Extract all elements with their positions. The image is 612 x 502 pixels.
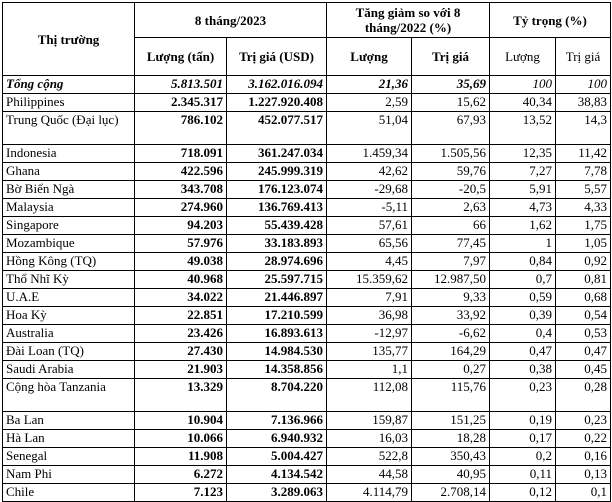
header-change: Tăng giảm so với 8 tháng/2022 (%) — [327, 3, 490, 38]
cell-volume-change: 4.114,79 — [327, 484, 412, 502]
table-row — [3, 325, 611, 343]
cell-volume: 10.066 — [135, 430, 227, 448]
cell-volume: 11.908 — [135, 448, 227, 466]
cell-value-share: 0,1 — [556, 484, 611, 502]
cell-volume-change: 159,87 — [327, 412, 412, 430]
cell-volume: 22.851 — [135, 307, 227, 325]
cell-volume: 10.904 — [135, 412, 227, 430]
cell-value-share: 0,23 — [556, 412, 611, 430]
cell-volume-share: 5,91 — [490, 181, 556, 199]
header-share: Tỷ trọng (%) — [490, 3, 611, 38]
cell-volume-share: 0,23 — [490, 379, 556, 412]
cell-volume-share: 0,84 — [490, 253, 556, 271]
cell-value-share: 0,54 — [556, 307, 611, 325]
cell-value: 5.004.427 — [227, 448, 327, 466]
cell-volume: 718.091 — [135, 145, 227, 163]
cell-market: Cộng hòa Tanzania — [3, 379, 135, 412]
table-row — [3, 217, 611, 235]
cell-value-change: 40,95 — [412, 466, 490, 484]
header-market: Thị trường — [3, 3, 135, 76]
cell-volume-change: 51,04 — [327, 112, 412, 145]
cell-value-change: 67,93 — [412, 112, 490, 145]
cell-value-change: 18,28 — [412, 430, 490, 448]
total-volume: 5.813.501 — [135, 76, 227, 94]
table-row — [3, 484, 611, 502]
cell-volume: 422.596 — [135, 163, 227, 181]
cell-volume: 57.976 — [135, 235, 227, 253]
cell-value-share: 0,53 — [556, 325, 611, 343]
cell-value-change: 151,25 — [412, 412, 490, 430]
cell-value: 28.974.696 — [227, 253, 327, 271]
cell-market: Thổ Nhĩ Kỳ — [3, 271, 135, 289]
cell-volume-change: 15.359,62 — [327, 271, 412, 289]
cell-volume-share: 13,52 — [490, 112, 556, 145]
cell-value-change: 115,76 — [412, 379, 490, 412]
cell-value-share: 0,47 — [556, 343, 611, 361]
total-value-change: 35,69 — [412, 76, 490, 94]
cell-volume: 23.426 — [135, 325, 227, 343]
cell-market: Indonesia — [3, 145, 135, 163]
cell-value-share: 1,05 — [556, 235, 611, 253]
cell-market: Trung Quốc (Đại lục) — [3, 112, 135, 145]
cell-market: Malaysia — [3, 199, 135, 217]
cell-volume: 786.102 — [135, 112, 227, 145]
export-market-table — [2, 2, 611, 502]
cell-market: Hoa Kỳ — [3, 307, 135, 325]
cell-volume-change: -29,68 — [327, 181, 412, 199]
cell-value-share: 0,68 — [556, 289, 611, 307]
cell-value-share: 7,78 — [556, 163, 611, 181]
cell-volume: 94.203 — [135, 217, 227, 235]
cell-value-change: 59,76 — [412, 163, 490, 181]
cell-volume-change: 2,59 — [327, 94, 412, 112]
table-row — [3, 379, 611, 412]
cell-market: Singapore — [3, 217, 135, 235]
cell-volume-change: 44,58 — [327, 466, 412, 484]
cell-value-change: 2.708,14 — [412, 484, 490, 502]
cell-volume-share: 0,47 — [490, 343, 556, 361]
cell-volume-change: 522,8 — [327, 448, 412, 466]
cell-volume-share: 4,73 — [490, 199, 556, 217]
cell-volume-share: 0,7 — [490, 271, 556, 289]
cell-volume-change: -5,11 — [327, 199, 412, 217]
cell-volume: 34.022 — [135, 289, 227, 307]
cell-volume-share: 0,17 — [490, 430, 556, 448]
cell-value: 21.446.897 — [227, 289, 327, 307]
cell-value-change: 2,63 — [412, 199, 490, 217]
cell-market: Đài Loan (TQ) — [3, 343, 135, 361]
cell-value: 176.123.074 — [227, 181, 327, 199]
cell-value-share: 0,13 — [556, 466, 611, 484]
cell-value: 8.704.220 — [227, 379, 327, 412]
table-row — [3, 145, 611, 163]
cell-volume: 6.272 — [135, 466, 227, 484]
cell-market: Bờ Biển Ngà — [3, 181, 135, 199]
header-value: Trị giá (USD) — [227, 38, 327, 76]
total-value-share: 100 — [556, 76, 611, 94]
cell-value: 1.227.920.408 — [227, 94, 327, 112]
table-row — [3, 466, 611, 484]
cell-volume-change: 42,62 — [327, 163, 412, 181]
cell-value-share: 38,83 — [556, 94, 611, 112]
cell-value: 4.134.542 — [227, 466, 327, 484]
cell-value: 7.136.966 — [227, 412, 327, 430]
cell-volume: 21.903 — [135, 361, 227, 379]
cell-volume-change: -12,97 — [327, 325, 412, 343]
cell-value-share: 11,42 — [556, 145, 611, 163]
cell-volume-change: 16,03 — [327, 430, 412, 448]
cell-value-change: 15,62 — [412, 94, 490, 112]
cell-value-change: 77,45 — [412, 235, 490, 253]
cell-volume-share: 7,27 — [490, 163, 556, 181]
cell-value: 25.597.715 — [227, 271, 327, 289]
cell-market: Hồng Kông (TQ) — [3, 253, 135, 271]
header-volume-change: Lượng — [327, 38, 412, 76]
table-row — [3, 343, 611, 361]
cell-volume-share: 1,62 — [490, 217, 556, 235]
cell-volume: 274.960 — [135, 199, 227, 217]
cell-value-change: -20,5 — [412, 181, 490, 199]
total-volume-share: 100 — [490, 76, 556, 94]
cell-value-share: 0,81 — [556, 271, 611, 289]
cell-volume-share: 0,11 — [490, 466, 556, 484]
cell-value-change: 350,43 — [412, 448, 490, 466]
cell-volume-share: 0,4 — [490, 325, 556, 343]
total-volume-change: 21,36 — [327, 76, 412, 94]
cell-value: 6.940.932 — [227, 430, 327, 448]
table-row — [3, 163, 611, 181]
table-row — [3, 199, 611, 217]
cell-value-change: -6,62 — [412, 325, 490, 343]
cell-value-share: 4,33 — [556, 199, 611, 217]
cell-volume-share: 0,19 — [490, 412, 556, 430]
header-value-change: Trị giá — [412, 38, 490, 76]
cell-value-change: 66 — [412, 217, 490, 235]
cell-market: Mozambique — [3, 235, 135, 253]
cell-volume-share: 12,35 — [490, 145, 556, 163]
cell-volume: 49.038 — [135, 253, 227, 271]
cell-value: 16.893.613 — [227, 325, 327, 343]
cell-volume-change: 4,45 — [327, 253, 412, 271]
table-row — [3, 235, 611, 253]
table-row — [3, 94, 611, 112]
cell-volume: 2.345.317 — [135, 94, 227, 112]
table-row — [3, 253, 611, 271]
cell-volume-change: 57,61 — [327, 217, 412, 235]
cell-market: Ghana — [3, 163, 135, 181]
table-row — [3, 307, 611, 325]
cell-volume: 13.329 — [135, 379, 227, 412]
table-row — [3, 271, 611, 289]
cell-volume: 343.708 — [135, 181, 227, 199]
cell-volume-share: 1 — [490, 235, 556, 253]
table-row — [3, 361, 611, 379]
cell-market: Philippines — [3, 94, 135, 112]
total-row — [3, 76, 611, 94]
cell-value-share: 1,75 — [556, 217, 611, 235]
cell-market: Ba Lan — [3, 412, 135, 430]
cell-volume-change: 1.459,34 — [327, 145, 412, 163]
header-row-1 — [3, 3, 611, 38]
header-value-share: Trị giá — [556, 38, 611, 76]
table-row — [3, 181, 611, 199]
cell-volume-change: 7,91 — [327, 289, 412, 307]
cell-volume-change: 135,77 — [327, 343, 412, 361]
cell-volume-share: 0,12 — [490, 484, 556, 502]
table-row — [3, 430, 611, 448]
header-volume: Lượng (tấn) — [135, 38, 227, 76]
cell-value-change: 33,92 — [412, 307, 490, 325]
cell-volume-share: 0,39 — [490, 307, 556, 325]
cell-volume-share: 40,34 — [490, 94, 556, 112]
cell-market: Chile — [3, 484, 135, 502]
cell-value: 55.439.428 — [227, 217, 327, 235]
cell-value: 136.769.413 — [227, 199, 327, 217]
table-row — [3, 448, 611, 466]
cell-market: Hà Lan — [3, 430, 135, 448]
cell-market: U.A.E — [3, 289, 135, 307]
cell-value: 14.984.530 — [227, 343, 327, 361]
total-market: Tổng cộng — [3, 76, 135, 94]
cell-value: 14.358.856 — [227, 361, 327, 379]
cell-value-change: 0,27 — [412, 361, 490, 379]
table-row — [3, 112, 611, 145]
cell-volume: 7.123 — [135, 484, 227, 502]
cell-value-change: 9,33 — [412, 289, 490, 307]
cell-value-share: 5,57 — [556, 181, 611, 199]
cell-market: Nam Phi — [3, 466, 135, 484]
table-row — [3, 412, 611, 430]
cell-volume-share: 0,2 — [490, 448, 556, 466]
cell-value: 361.247.034 — [227, 145, 327, 163]
cell-market: Australia — [3, 325, 135, 343]
cell-volume-change: 65,56 — [327, 235, 412, 253]
cell-volume: 40.968 — [135, 271, 227, 289]
cell-value: 17.210.599 — [227, 307, 327, 325]
cell-value-change: 7,97 — [412, 253, 490, 271]
cell-value-share: 0,22 — [556, 430, 611, 448]
table-row — [3, 289, 611, 307]
cell-market: Senegal — [3, 448, 135, 466]
cell-market: Saudi Arabia — [3, 361, 135, 379]
cell-value: 33.183.893 — [227, 235, 327, 253]
header-volume-share: Lượng — [490, 38, 556, 76]
cell-value-share: 0,28 — [556, 379, 611, 412]
total-value: 3.162.016.094 — [227, 76, 327, 94]
cell-value-share: 0,92 — [556, 253, 611, 271]
cell-volume-change: 112,08 — [327, 379, 412, 412]
cell-volume-change: 36,98 — [327, 307, 412, 325]
cell-value-change: 1.505,56 — [412, 145, 490, 163]
cell-value-share: 14,3 — [556, 112, 611, 145]
header-period: 8 tháng/2023 — [135, 3, 327, 38]
cell-value: 452.077.517 — [227, 112, 327, 145]
cell-value-change: 164,29 — [412, 343, 490, 361]
cell-volume-change: 1,1 — [327, 361, 412, 379]
cell-value: 245.999.319 — [227, 163, 327, 181]
cell-value-share: 0,16 — [556, 448, 611, 466]
cell-volume: 27.430 — [135, 343, 227, 361]
cell-value: 3.289.063 — [227, 484, 327, 502]
cell-value-change: 12.987,50 — [412, 271, 490, 289]
cell-volume-share: 0,38 — [490, 361, 556, 379]
cell-value-share: 0,45 — [556, 361, 611, 379]
cell-volume-share: 0,59 — [490, 289, 556, 307]
